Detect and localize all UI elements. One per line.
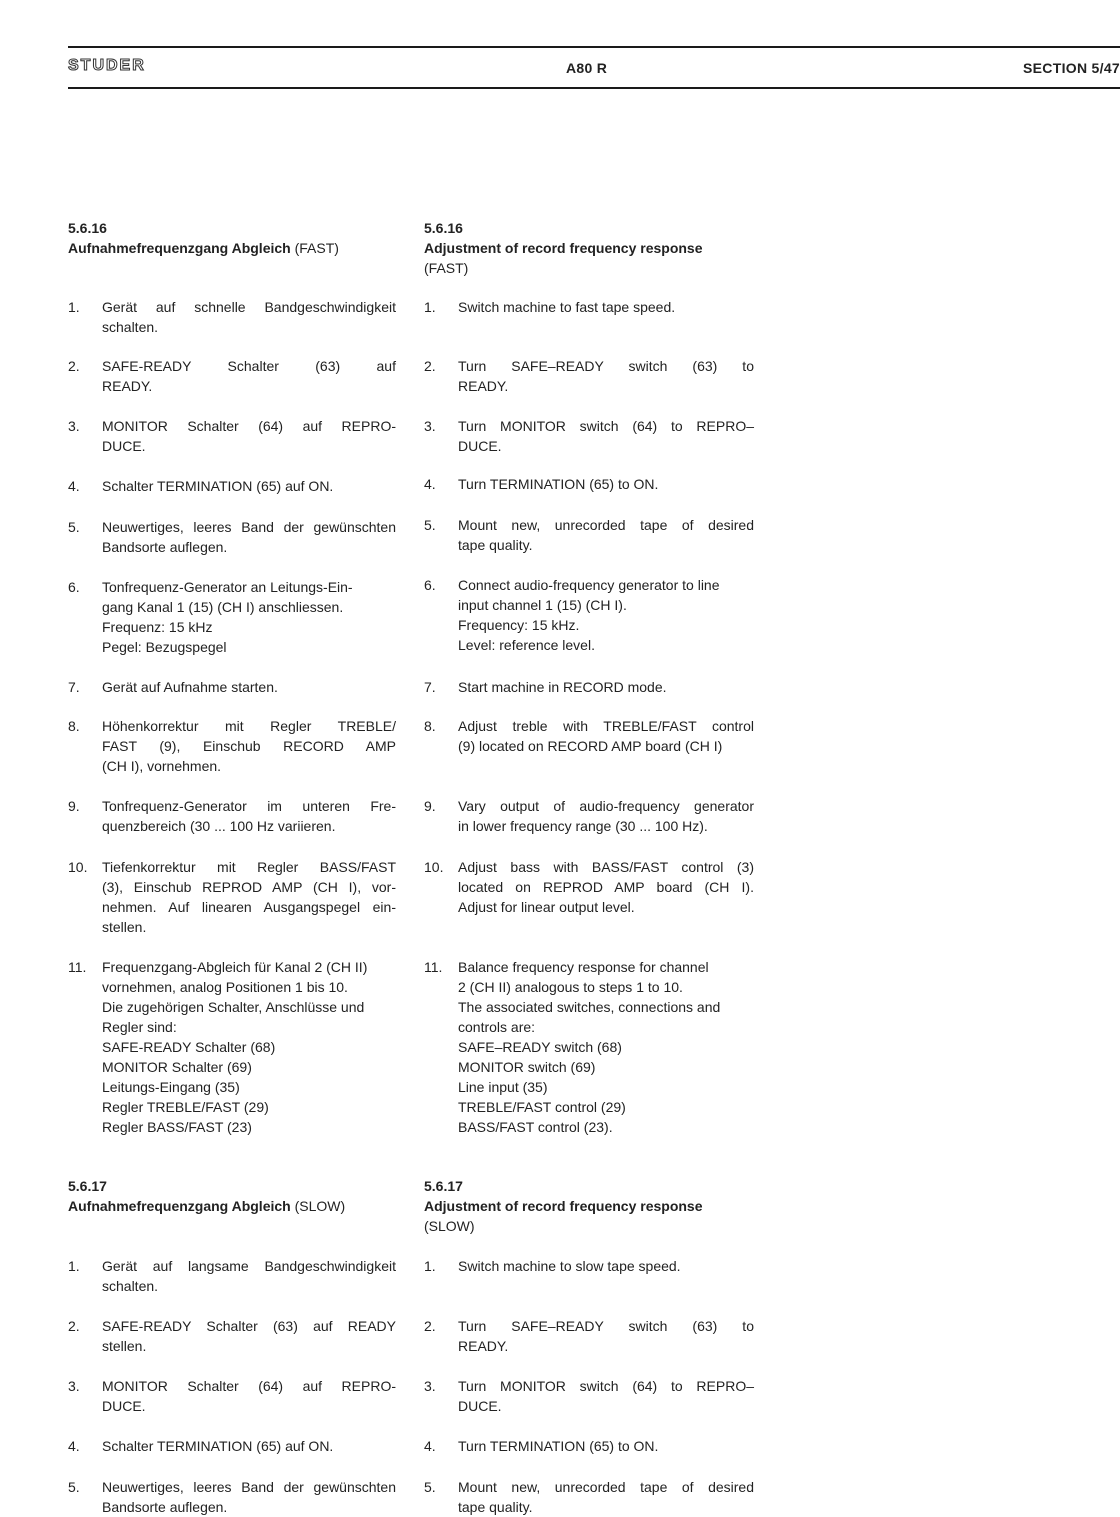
de-section-5-6-17-heading: [68, 1176, 345, 1216]
item-number: 2.: [424, 1318, 436, 1334]
item-line: Switch machine to fast tape speed.: [458, 299, 676, 315]
item-line: Adjust for linear output level.: [458, 899, 635, 915]
list-item: [68, 517, 396, 557]
item-line: (CH I), vornehmen.: [102, 758, 222, 774]
section-title: Adjustment of record frequency response: [424, 1198, 703, 1214]
item-line: Frequenzgang-Abgleich für Kanal 2 (CH II): [102, 959, 368, 975]
item-line: (3), Einschub REPROD AMP (CH I), vor-: [102, 879, 396, 895]
item-line: schalten.: [102, 319, 159, 335]
section-title: Aufnahmefrequenzgang Abgleich (SLOW): [68, 1198, 346, 1214]
item-number: 4.: [424, 1438, 436, 1454]
header-rule-top: [68, 46, 1120, 48]
item-number: 3.: [68, 1378, 80, 1394]
item-number: 10.: [424, 859, 444, 875]
item-number: 3.: [424, 1378, 436, 1394]
list-item: [68, 716, 396, 776]
list-item: [424, 575, 754, 655]
list-item: [424, 796, 754, 836]
item-line: READY.: [102, 378, 153, 394]
item-line: The associated switches, connections and: [458, 999, 721, 1015]
item-line: MONITOR Schalter (69): [102, 1059, 252, 1075]
item-line: Turn SAFE–READY switch (63) to: [458, 1318, 754, 1334]
item-number: 10.: [68, 859, 88, 875]
item-line: Turn MONITOR switch (64) to REPRO–: [458, 1378, 754, 1394]
item-line: Leitungs-Eingang (35): [102, 1079, 240, 1095]
item-number: 5.: [68, 519, 80, 535]
list-item: [424, 474, 754, 494]
item-number: 2.: [68, 1318, 80, 1334]
section-title: Adjustment of record frequency response: [424, 240, 703, 256]
model-name: A80 R: [566, 60, 608, 76]
item-number: 8.: [424, 718, 436, 734]
item-text: [102, 957, 396, 1137]
list-item: [424, 1436, 754, 1456]
studer-logo: STUDER: [68, 57, 146, 74]
item-line: MONITOR switch (69): [458, 1059, 596, 1075]
item-text: [458, 575, 754, 655]
item-line: MONITOR Schalter (64) auf REPRO-: [102, 418, 396, 434]
item-number: 4.: [68, 1438, 80, 1454]
item-number: 3.: [68, 418, 80, 434]
item-line: Gerät auf langsame Bandgeschwindigkeit: [102, 1258, 396, 1274]
list-item: [68, 796, 396, 836]
item-text: [102, 1256, 396, 1296]
item-line: input channel 1 (15) (CH I).: [458, 597, 627, 613]
list-item: [68, 1436, 396, 1456]
item-text: [102, 1477, 396, 1517]
item-number: 9.: [68, 798, 80, 814]
item-number: 1.: [424, 1258, 436, 1274]
item-line: tape quality.: [458, 537, 533, 553]
item-line: Neuwertiges, leeres Band der gewünschten: [102, 519, 396, 535]
item-text: [102, 716, 396, 776]
item-line: gang Kanal 1 (15) (CH I) anschliessen.: [102, 599, 344, 615]
item-line: 2 (CH II) analogous to steps 1 to 10.: [458, 979, 683, 995]
item-number: 6.: [68, 579, 80, 595]
item-line: Turn TERMINATION (65) to ON.: [458, 476, 659, 492]
item-text: [102, 356, 396, 396]
item-number: 8.: [68, 718, 80, 734]
item-line: Frequenz: 15 kHz: [102, 619, 213, 635]
item-number: 3.: [424, 418, 436, 434]
item-text: [458, 515, 754, 555]
list-item: [424, 297, 754, 317]
item-line: Regler BASS/FAST (23): [102, 1119, 252, 1135]
item-number: 1.: [424, 299, 436, 315]
item-line: Gerät auf Aufnahme starten.: [102, 679, 278, 695]
section-mode: (SLOW): [424, 1218, 475, 1234]
list-item: [424, 416, 754, 456]
en-section-5-6-17-heading: [424, 1176, 703, 1236]
section-title: Aufnahmefrequenzgang Abgleich (FAST): [68, 240, 339, 256]
section-number: SECTION 5/47: [1023, 60, 1120, 76]
item-line: Turn SAFE–READY switch (63) to: [458, 358, 754, 374]
item-text: [102, 297, 396, 337]
item-line: controls are:: [458, 1019, 536, 1035]
section-number: 5.6.16: [68, 220, 107, 236]
item-line: quenzbereich (30 ... 100 Hz variieren.: [102, 818, 336, 834]
list-item: [424, 1376, 754, 1416]
list-item: [424, 1477, 754, 1517]
item-line: Level: reference level.: [458, 637, 595, 653]
item-line: schalten.: [102, 1278, 159, 1294]
item-number: 4.: [68, 478, 80, 494]
item-line: DUCE.: [458, 1398, 502, 1414]
item-line: (9) located on RECORD AMP board (CH I): [458, 738, 723, 754]
item-number: 1.: [68, 299, 80, 315]
list-item: [424, 716, 754, 756]
item-line: Tonfrequenz-Generator im unteren Fre-: [102, 798, 396, 814]
item-line: SAFE-READY Schalter (63) auf: [102, 358, 396, 374]
item-number: 5.: [424, 517, 436, 533]
list-item: [424, 677, 754, 697]
item-text: [458, 1256, 754, 1276]
item-text: [458, 957, 754, 1137]
item-line: BASS/FAST control (23).: [458, 1119, 613, 1135]
item-text: [102, 517, 396, 557]
en-section-5-6-16-heading: [424, 218, 703, 278]
item-line: Höhenkorrektur mit Regler TREBLE/: [102, 718, 396, 734]
item-line: Regler sind:: [102, 1019, 177, 1035]
item-line: nehmen. Auf linearen Ausgangspegel ein-: [102, 899, 396, 915]
item-number: 11.: [424, 959, 443, 975]
list-item: [68, 577, 396, 657]
item-text: [102, 677, 396, 697]
item-text: [458, 716, 754, 756]
item-line: stellen.: [102, 919, 147, 935]
item-text: [102, 1316, 396, 1356]
list-item: [68, 1316, 396, 1356]
item-number: 2.: [68, 358, 80, 374]
item-text: [458, 677, 754, 697]
item-line: Die zugehörigen Schalter, Anschlüsse und: [102, 999, 365, 1015]
item-text: [102, 476, 396, 496]
list-item: [424, 957, 754, 1137]
list-item: [424, 515, 754, 555]
item-text: [458, 1316, 754, 1356]
item-text: [458, 1436, 754, 1456]
item-number: 11.: [68, 959, 87, 975]
item-text: [458, 474, 754, 494]
item-line: TREBLE/FAST control (29): [458, 1099, 626, 1115]
item-line: Line input (35): [458, 1079, 548, 1095]
list-item: [68, 476, 396, 496]
item-text: [458, 297, 754, 317]
item-text: [102, 416, 396, 456]
section-mode: (FAST): [424, 260, 469, 276]
item-text: [458, 416, 754, 456]
item-line: Frequency: 15 kHz.: [458, 617, 580, 633]
item-text: [102, 796, 396, 836]
item-line: Neuwertiges, leeres Band der gewünschten: [102, 1479, 396, 1495]
item-number: 9.: [424, 798, 436, 814]
section-number: 5.6.17: [424, 1178, 463, 1194]
list-item: [68, 957, 396, 1137]
list-item: [68, 416, 396, 456]
item-line: DUCE.: [102, 1398, 146, 1414]
item-line: Tiefenkorrektur mit Regler BASS/FAST: [102, 859, 396, 875]
item-line: MONITOR Schalter (64) auf REPRO-: [102, 1378, 396, 1394]
item-line: tape quality.: [458, 1499, 533, 1515]
item-line: Vary output of audio-frequency generator: [458, 798, 754, 814]
item-line: SAFE–READY switch (68): [458, 1039, 622, 1055]
item-line: Pegel: Bezugspegel: [102, 639, 227, 655]
item-line: Regler TREBLE/FAST (29): [102, 1099, 269, 1115]
item-number: 5.: [68, 1479, 80, 1495]
item-number: 5.: [424, 1479, 436, 1495]
item-number: 6.: [424, 577, 436, 593]
item-line: Turn TERMINATION (65) to ON.: [458, 1438, 659, 1454]
item-line: Schalter TERMINATION (65) auf ON.: [102, 478, 334, 494]
header-rule-bottom: [68, 87, 1120, 89]
item-line: Adjust bass with BASS/FAST control (3): [458, 859, 754, 875]
item-line: READY.: [458, 378, 509, 394]
item-line: DUCE.: [102, 438, 146, 454]
item-text: [458, 857, 754, 917]
list-item: [424, 356, 754, 396]
list-item: [68, 356, 396, 396]
list-item: [68, 297, 396, 337]
item-line: Start machine in RECORD mode.: [458, 679, 667, 695]
item-line: Connect audio-frequency generator to line: [458, 577, 720, 593]
item-line: Bandsorte auflegen.: [102, 539, 228, 555]
item-line: DUCE.: [458, 438, 502, 454]
item-line: SAFE-READY Schalter (68): [102, 1039, 276, 1055]
item-line: Gerät auf schnelle Bandgeschwindigkeit: [102, 299, 396, 315]
item-text: [458, 1477, 754, 1517]
section-number: 5.6.17: [68, 1178, 107, 1194]
item-line: Turn MONITOR switch (64) to REPRO–: [458, 418, 754, 434]
list-item: [424, 1256, 754, 1276]
item-line: READY.: [458, 1338, 509, 1354]
item-line: located on REPROD AMP board (CH I).: [458, 879, 754, 895]
section-number: 5.6.16: [424, 220, 463, 236]
de-section-5-6-16-heading: [68, 218, 339, 258]
item-number: 7.: [424, 679, 436, 695]
list-item: [68, 1477, 396, 1517]
item-number: 2.: [424, 358, 436, 374]
list-item: [68, 857, 396, 937]
item-line: Tonfrequenz-Generator an Leitungs-Ein-: [102, 579, 353, 595]
item-line: Mount new, unrecorded tape of desired: [458, 517, 754, 533]
item-text: [458, 796, 754, 836]
item-line: FAST (9), Einschub RECORD AMP: [102, 738, 396, 754]
list-item: [68, 677, 396, 697]
item-line: Bandsorte auflegen.: [102, 1499, 228, 1515]
item-line: Adjust treble with TREBLE/FAST control: [458, 718, 754, 734]
item-line: in lower frequency range (30 ... 100 Hz).: [458, 818, 708, 834]
list-item: [68, 1256, 396, 1296]
item-text: [102, 1376, 396, 1416]
item-number: 7.: [68, 679, 80, 695]
list-item: [424, 1316, 754, 1356]
item-number: 4.: [424, 476, 436, 492]
item-line: vornehmen, analog Positionen 1 bis 10.: [102, 979, 348, 995]
item-text: [102, 577, 396, 657]
item-line: stellen.: [102, 1338, 147, 1354]
item-text: [458, 1376, 754, 1416]
item-text: [102, 1436, 396, 1456]
list-item: [424, 857, 754, 917]
item-line: Mount new, unrecorded tape of desired: [458, 1479, 754, 1495]
item-text: [458, 356, 754, 396]
list-item: [68, 1376, 396, 1416]
item-line: SAFE-READY Schalter (63) auf READY: [102, 1318, 396, 1334]
item-text: [102, 857, 396, 937]
item-line: Switch machine to slow tape speed.: [458, 1258, 681, 1274]
item-line: Balance frequency response for channel: [458, 959, 709, 975]
item-line: Schalter TERMINATION (65) auf ON.: [102, 1438, 334, 1454]
item-number: 1.: [68, 1258, 80, 1274]
